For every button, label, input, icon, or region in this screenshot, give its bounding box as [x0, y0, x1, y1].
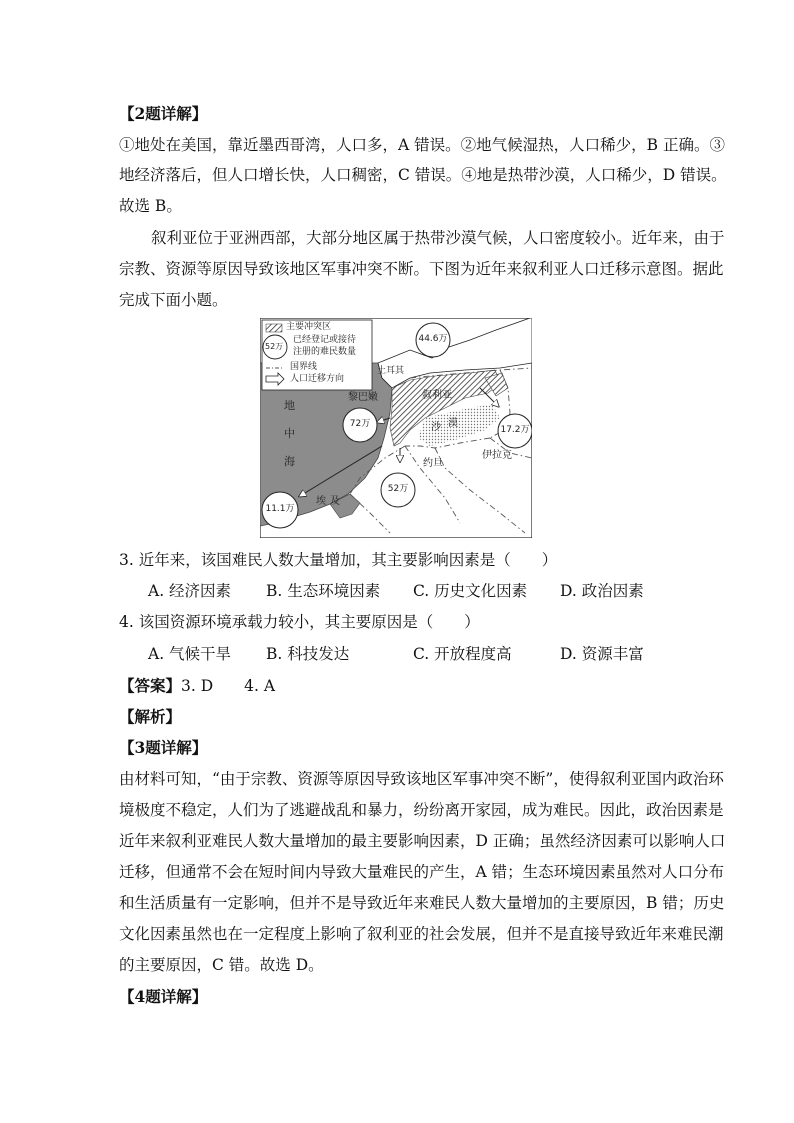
- label-egypt: 埃及: [316, 496, 344, 507]
- label-desert-1: 沙: [431, 422, 441, 433]
- section-heading-q4: 【4题详解】: [119, 987, 208, 1006]
- paragraph-line: ①地处在美国，靠近墨西哥湾，人口多，A 错误。②地气候湿热，人口稀少，B 正确。③: [119, 136, 725, 154]
- explanation-line: 近年来叙利亚难民人数大量增加的最主要影响因素，D 正确；虽然经济因素可以影响人口: [119, 832, 726, 850]
- circle-lebanon-value: 72万: [349, 419, 371, 429]
- legend-refugee-line1: 已经登记或接待: [293, 335, 357, 345]
- q3-option-a: A. 经济因素: [148, 582, 232, 600]
- syria-migration-map: [260, 318, 532, 538]
- q4-option-d: D. 资源丰富: [560, 645, 644, 663]
- question-3-stem: 3. 近年来，该国难民人数大量增加，其主要影响因素是（ ）: [119, 551, 558, 569]
- answer-label: 【答案】: [119, 676, 182, 695]
- circle-turkey-value: 44.6万: [418, 334, 448, 344]
- label-syria: 叙利亚: [422, 390, 452, 401]
- q4-option-a: A. 气候干旱: [148, 645, 232, 663]
- answer-line: [119, 675, 275, 697]
- answer-text: 3. D 4. A: [181, 677, 276, 695]
- explanation-line: 的主要原因，C 错。故选 D。: [119, 956, 324, 974]
- label-turkey: 土耳其: [377, 366, 405, 376]
- label-sea-1: 地: [284, 399, 295, 412]
- circle-egypt-value: 11.1万: [265, 504, 295, 514]
- legend-conflict-label: 主要冲突区: [286, 322, 332, 332]
- legend-migration-label: 人口迁移方向: [290, 374, 345, 384]
- intro-line: 完成下面小题。: [119, 291, 228, 309]
- legend-refugee-sample: 52万: [265, 342, 284, 351]
- explanation-line: 迁移，但通常不会在短时间内导致大量难民的产生，A 错；生态环境因素虽然对人口分布: [119, 863, 725, 881]
- intro-line: 叙利亚位于亚洲西部，大部分地区属于热带沙漠气候，人口密度较小。近年来，由于: [151, 229, 725, 247]
- legend-border-label: 国界线: [290, 362, 318, 372]
- intro-line: 宗教、资源等原因导致该地区军事冲突不断。下图为近年来叙利亚人口迁移示意图。据此: [119, 260, 724, 278]
- legend-refugee-line2: 注册的难民数量: [293, 347, 357, 357]
- circle-iraq-value: 17.2万: [500, 425, 530, 435]
- label-desert-2: 漠: [448, 418, 458, 429]
- section-heading-q3: 【3题详解】: [119, 738, 208, 757]
- explanation-line: 文化因素虽然也在一定程度上影响了叙利亚的社会发展，但并不是直接导致近年来难民潮: [119, 925, 724, 943]
- q3-option-b: B. 生态环境因素: [266, 582, 381, 600]
- q4-option-c: C. 开放程度高: [413, 645, 512, 663]
- q3-option-d: D. 政治因素: [560, 582, 644, 600]
- q3-option-c: C. 历史文化因素: [413, 582, 528, 600]
- label-lebanon: 黎巴嫩: [348, 392, 378, 403]
- label-iraq: 伊拉克: [482, 450, 512, 461]
- label-jordan: 约旦: [423, 458, 443, 469]
- label-sea-3: 海: [284, 455, 295, 468]
- question-4-stem: 4. 该国资源环境承载力较小，其主要原因是（ ）: [119, 613, 480, 631]
- circle-jordan-value: 52万: [387, 484, 409, 494]
- explanation-line: 和生活质量有一定影响，但并不是导致近年来难民人数大量增加的主要原因，B 错；历史: [119, 894, 725, 912]
- q4-option-b: B. 科技发达: [266, 645, 350, 663]
- explanation-line: 境极度不稳定，人们为了逃避战乱和暴力，纷纷离开家园，成为难民。因此，政治因素是: [119, 801, 724, 819]
- paragraph-line: 故选 B。: [119, 197, 182, 215]
- explanation-line: 由材料可知，“由于宗教、资源等原因导致该地区军事冲突不断”，使得叙利亚国内政治环: [119, 770, 724, 788]
- analysis-label: 【解析】: [119, 707, 182, 726]
- paragraph-line: 地经济落后，但人口增长快，人口稠密，C 错误。④地是热带沙漠，人口稀少，D 错误。: [119, 166, 727, 184]
- label-sea-2: 中: [284, 427, 295, 440]
- section-heading-q2: 【2题详解】: [119, 104, 208, 123]
